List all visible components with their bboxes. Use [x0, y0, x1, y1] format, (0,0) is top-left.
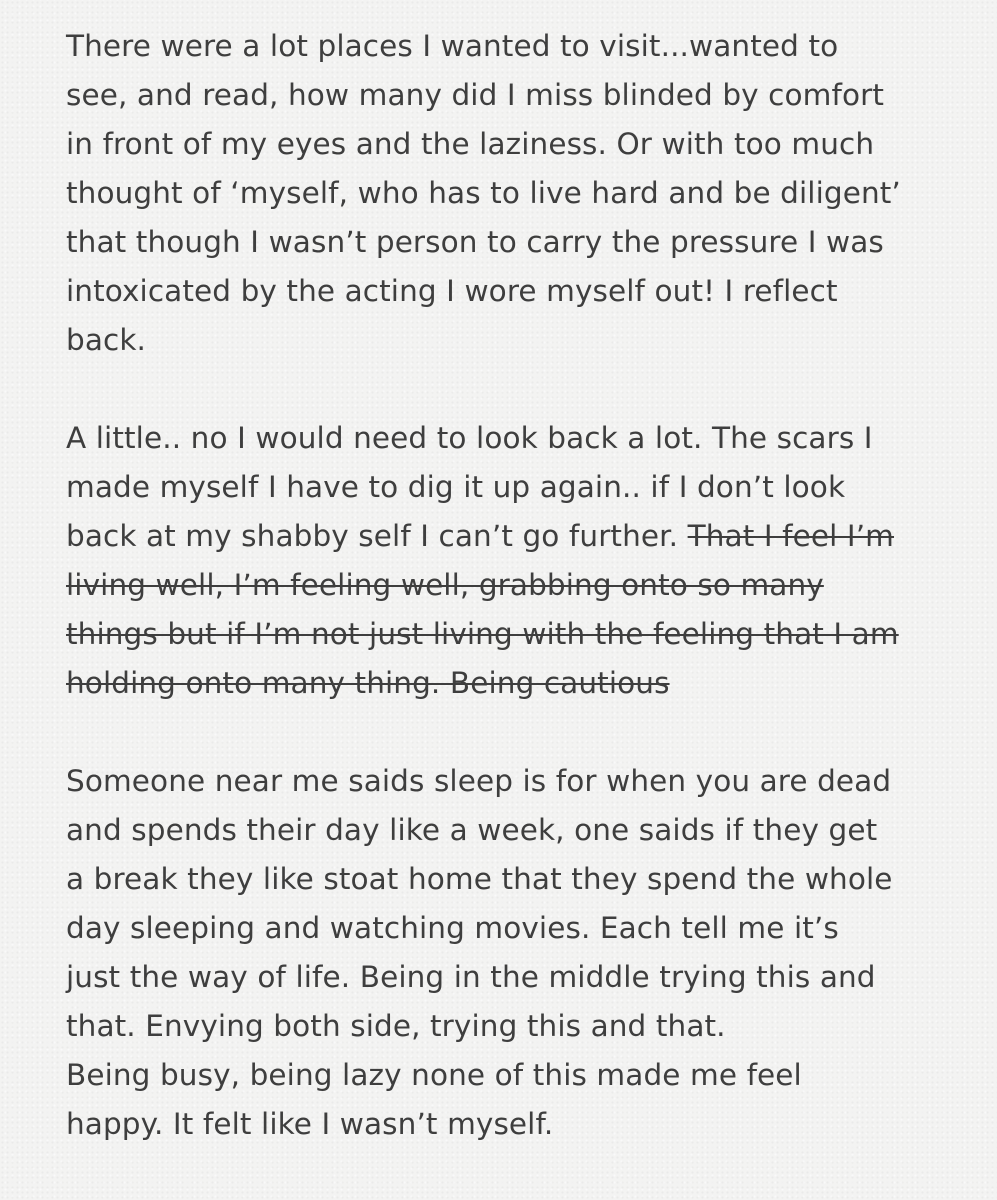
paragraph-3 [66, 757, 957, 1149]
text-line: happy. It felt like I wasn’t myself. [66, 1107, 554, 1141]
text-line: and spends their day like a week, one saids if they get [66, 813, 878, 847]
plain-text: back at my shabby self I can’t go further. [66, 519, 688, 553]
text-line: A little.. no I would need to look back a lot. The scars I [66, 421, 873, 455]
text-line: in front of my eyes and the laziness. Or with too much [66, 127, 875, 161]
text-line-mixed [66, 512, 957, 561]
text-line: intoxicated by the acting I wore myself out! I reflect [66, 274, 838, 308]
text-line: made myself I have to dig it up again.. if I don’t look [66, 470, 846, 504]
text-line: There were a lot places I wanted to visit...wanted to [66, 29, 839, 63]
text-line: a break they like stoat home that they spend the whole [66, 862, 893, 896]
text-line: Someone near me saids sleep is for when you are dead [66, 764, 892, 798]
text-line: see, and read, how many did I miss blinded by comfort [66, 78, 885, 112]
text-line: day sleeping and watching movies. Each tell me it’s [66, 911, 839, 945]
text-line: that. Envying both side, trying this and that. [66, 1009, 726, 1043]
struck-text: That I feel I’m [687, 519, 895, 553]
struck-text-line: things but if I’m not just living with the feeling that I am [66, 617, 899, 651]
text-line: that though I wasn’t person to carry the pressure I was [66, 225, 884, 259]
text-line: just the way of life. Being in the middle trying this and [66, 960, 876, 994]
struck-text-line: living well, I’m feeling well, grabbing onto so many [66, 568, 824, 602]
paragraph-2 [66, 414, 957, 708]
paragraph-1 [66, 22, 957, 365]
text-line: thought of ‘myself, who has to live hard and be diligent’ [66, 176, 901, 210]
text-line: Being busy, being lazy none of this made me feel [66, 1058, 802, 1092]
struck-text-line: holding onto many thing. Being cautious [66, 666, 670, 700]
text-line: back. [66, 323, 146, 357]
